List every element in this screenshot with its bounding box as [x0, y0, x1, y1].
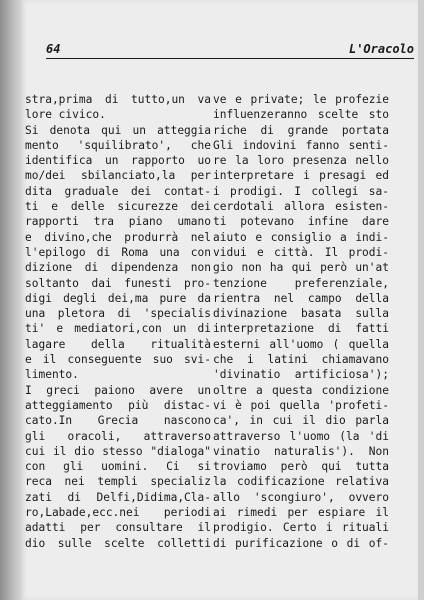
- text-line: cui il dio stesso "dialoga": [25, 444, 211, 458]
- text-line: esterni all'uomo ( quella: [213, 337, 389, 351]
- text-line: gli oracoli, attraverso: [25, 429, 211, 443]
- text-line: rientra nel campo della: [213, 291, 389, 305]
- text-line: ve e private; le profezie: [213, 93, 389, 106]
- text-line: una pletora di 'specialis: [25, 307, 211, 321]
- text-line: i prodigi. I collegi sa-: [213, 184, 389, 198]
- text-line: dizione di dipendenza non: [25, 261, 211, 275]
- running-title: L'Oracolo: [348, 42, 414, 56]
- text-line: interpretare i presagi ed: [213, 169, 389, 183]
- text-line: ti' e mediatori,con un di: [25, 322, 211, 336]
- text-line: la codificazione relativa: [213, 475, 389, 489]
- text-line: I greci paiono avere un: [25, 383, 211, 397]
- text-line: riche di grande portata: [213, 123, 389, 137]
- text-line: l'epilogo di Roma una con: [25, 245, 211, 259]
- text-line: ro,Labade,ecc.nei periodi: [25, 506, 211, 520]
- text-line: atteggiamento più distac-: [25, 398, 211, 412]
- text-line: troviamo però qui tutta: [213, 460, 389, 474]
- text-line: oltre a questa condizione: [213, 383, 389, 397]
- text-line: adatti per consultare il: [25, 521, 211, 535]
- text-line: digi degli dei,ma pure da: [25, 291, 211, 305]
- text-line: influenzeranno scelte sto: [213, 108, 389, 122]
- text-line: mo/dei sbilanciato,la per: [25, 169, 211, 183]
- text-line: soltanto dai funesti pro-: [25, 276, 211, 290]
- text-line: re la loro presenza nello: [213, 154, 389, 168]
- text-line: dita graduale dei contat-: [25, 184, 211, 198]
- text-line: tenzione preferenziale,: [213, 276, 389, 290]
- text-line: ti e delle sicurezze dei: [25, 200, 211, 214]
- text-line: lore civico.: [25, 108, 106, 122]
- text-line: e divino,che produrrà nel: [25, 230, 211, 244]
- text-line: ai rimedi per espiare il: [213, 506, 389, 520]
- text-line: rapporti tra piano umano: [25, 215, 211, 229]
- text-line: con gli uomini. Ci si: [25, 460, 211, 474]
- text-line: interpretazione di fatti: [213, 322, 389, 336]
- text-line: e il conseguente suo svi-: [25, 353, 211, 367]
- text-line: cato.In Grecia nascono: [25, 414, 211, 428]
- text-line: di purificazione o di of-: [213, 536, 389, 550]
- text-line: dio sulle scelte colletti: [25, 536, 211, 550]
- text-column-left: [25, 92, 211, 551]
- text-line: ca', in cui il dio parla: [213, 414, 389, 428]
- text-line: che i latini chiamavano: [213, 353, 389, 367]
- text-line: vinatio naturalis'). Non: [213, 444, 389, 458]
- text-line: allo 'scongiuro', ovvero: [213, 490, 389, 504]
- text-line: mento 'squilibrato', che: [25, 138, 211, 152]
- text-line: ti potevano infine dare: [213, 215, 389, 229]
- text-line: Gli indovini fanno senti-: [213, 138, 389, 152]
- text-line: lagare della ritualità: [25, 337, 211, 351]
- text-line: 'divinatio artificiosa');: [213, 368, 389, 382]
- text-line: identifica un rapporto uo: [25, 154, 211, 168]
- text-line: aiuto e consiglio a indi-: [213, 230, 389, 244]
- book-gutter-shadow: [0, 0, 22, 600]
- text-line: vidui e città. Il prodi-: [213, 245, 389, 259]
- text-column-right: [213, 92, 389, 551]
- text-line: attraverso l'uomo (la 'di: [213, 429, 389, 443]
- text-line: divinazione basata sulla: [213, 307, 389, 321]
- text-line: cerdotali allora esisten-: [213, 200, 389, 214]
- text-line: zati di Delfi,Didima,Cla-: [25, 490, 211, 504]
- text-line: limento.: [25, 368, 79, 382]
- running-header: [46, 40, 414, 59]
- text-line: reca nei templi specializ: [25, 475, 211, 489]
- text-line: Si denota qui un atteggia: [25, 123, 211, 137]
- text-line: stra,prima di tutto,un va: [25, 93, 211, 106]
- text-line: gio non ha qui però un'at: [213, 261, 389, 275]
- page-number: 64: [46, 42, 61, 56]
- text-line: prodigio. Certo i rituali: [213, 521, 389, 535]
- text-line: vi è poi quella 'profeti-: [213, 398, 389, 412]
